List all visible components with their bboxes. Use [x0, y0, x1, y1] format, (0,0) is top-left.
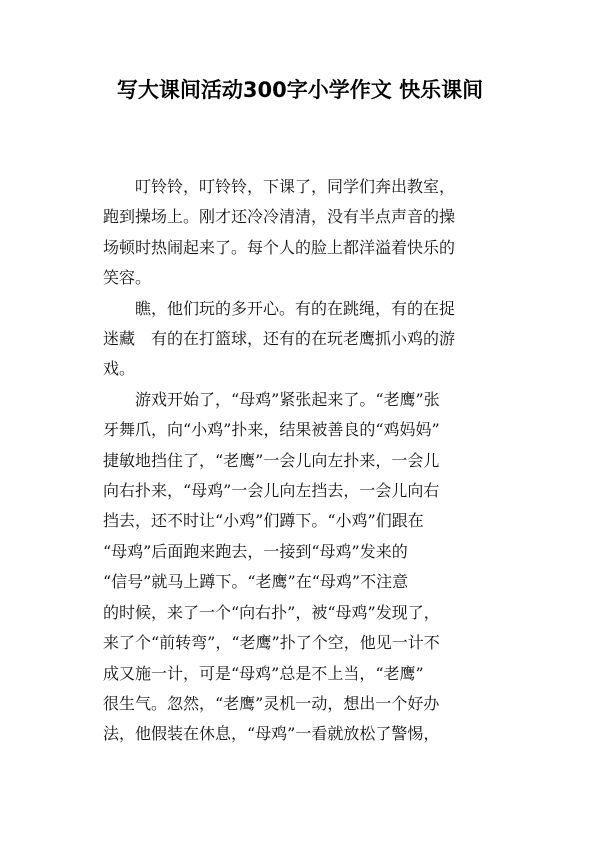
text-line: 牙舞爪，向“小鸡”扑来，结果被善良的“鸡妈妈” [103, 420, 440, 440]
text-line: 游戏开始了，“母鸡”紧张起来了。“老鹰”张 [135, 389, 440, 409]
text-line: 叮铃铃，叮铃铃，下课了，同学们奔出教室， [135, 177, 456, 196]
text-line: 笑容。 [103, 268, 152, 288]
text-line: “信号”就马上蹲下。“老鹰”在“母鸡”不注意 [103, 572, 409, 592]
text-line: 迷藏 有的在打篮球，还有的在玩老鹰抓小鸡的游 [103, 329, 456, 349]
text-line: 场顿时热闹起来了。每个人的脸上都洋溢着快乐的 [103, 237, 456, 257]
text-line: 跑到操场上。刚才还冷冷清清，没有半点声音的操 [103, 207, 456, 227]
text-line: “母鸡”后面跑来跑去，一接到“母鸡”发来的 [103, 541, 408, 561]
text-line: 的时候，来了一个“向右扑”，被“母鸡”发现了， [103, 602, 440, 622]
text-line: 捷敏地挡住了，“老鹰”一会儿向左扑来，一会儿 [103, 450, 440, 470]
text-line: 成又施一计，可是“母鸡”总是不上当，“老鹰” [103, 663, 424, 683]
text-line: 瞧，他们玩的多开心。有的在跳绳，有的在捉 [135, 298, 456, 318]
text-line: 很生气。忽然，“老鹰”灵机一动，想出一个好办 [103, 693, 440, 713]
text-line: 法，他假装在休息，“母鸡”一看就放松了警惕， [103, 724, 440, 744]
text-line: 向右扑来，“母鸡”一会儿向左挡去，一会儿向右 [103, 481, 440, 501]
paragraph-1 [103, 172, 501, 294]
paragraph-3 [103, 385, 501, 750]
article-body [103, 172, 501, 750]
text-line: 挡去，还不时让“小鸡”们蹲下。“小鸡”们跟在 [103, 511, 424, 531]
text-line: 戏。 [103, 359, 136, 379]
paragraph-2 [103, 294, 501, 385]
page-title: 写大课间活动300字小学作文 快乐课间 [116, 78, 484, 102]
text-line: 来了个“前转弯”，“老鹰”扑了个空，他见一计不 [103, 633, 440, 653]
